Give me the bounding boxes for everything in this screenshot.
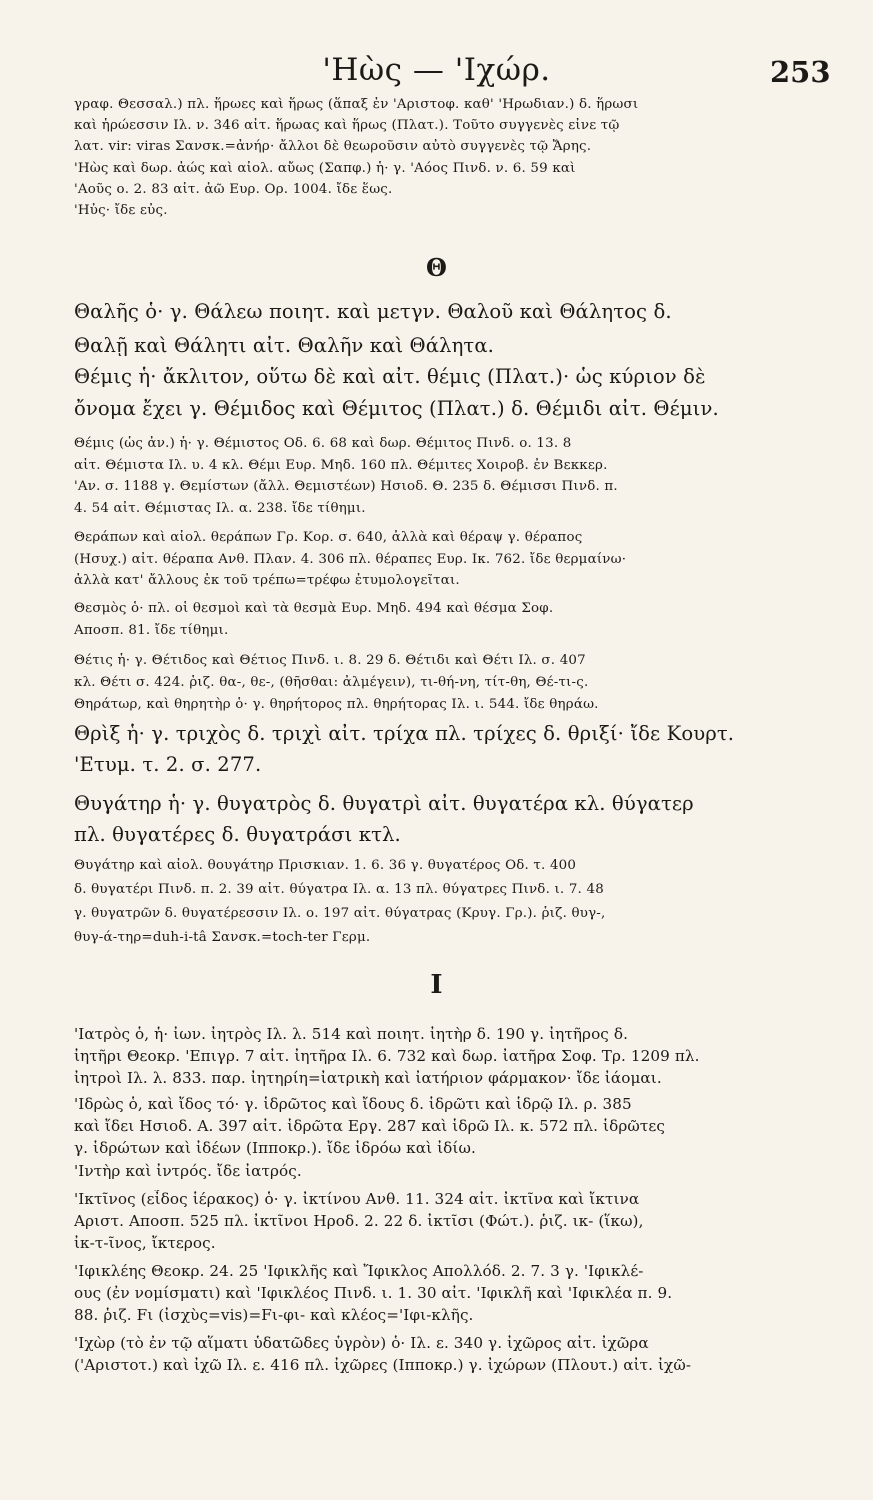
text-line: (Ησυχ.) αἰτ. θέραπα Ανθ. Πλαν. 4. 306 πλ. θέραπες Ευρ. Ικ. 762. ἴδε θερμαίνω· xyxy=(74,552,627,567)
text-line: ἰκ-τ-ῖνος, ἴκτερος. xyxy=(74,1234,216,1252)
section-letter-iota: I xyxy=(430,970,443,1000)
text-line: 'Ιντὴρ καὶ ἰντρός. ἴδε ἰατρός. xyxy=(74,1162,302,1180)
text-line: 'Ετυμ. τ. 2. σ. 277. xyxy=(74,753,262,776)
text-line: Θέμις (ὡς ἀν.) ἡ· γ. Θέμιστος Οδ. 6. 68 καὶ δωρ. Θέμιτος Πινδ. ο. 13. 8 xyxy=(74,436,572,451)
text-line: λατ. vir: viras Σανσκ.=ἀνήρ· ἄλλοι δὲ θεωροῦσιν αὐτὸ συγγενὲς τῷ Ἄρης. xyxy=(74,139,592,154)
headword-line: Θρὶξ ἡ· γ. τριχὸς δ. τριχὶ αἰτ. τρίχα πλ. τρίχες δ. θριξί· ἴδε Κουρτ. xyxy=(74,722,735,745)
text-line: Θαλῇ καὶ Θάλητι αἰτ. Θαλῆν καὶ Θάλητα. xyxy=(74,334,495,357)
text-line: γ. ἱδρώτων καὶ ἰδέων (Ιπποκρ.). ἴδε ἱδρόω καὶ ἰδίω. xyxy=(74,1139,476,1157)
headword-line: Θέμις ἡ· ἄκλιτον, οὕτω δὲ καὶ αἰτ. θέμις (Πλατ.)· ὡς κύριον δὲ xyxy=(74,365,706,388)
text-line: Θηράτωρ, καὶ θηρητὴρ ὁ· γ. θηρήτορος πλ. θηρήτορας Ιλ. ι. 544. ἴδε θηράω. xyxy=(74,697,599,712)
text-line: δ. θυγατέρι Πινδ. π. 2. 39 αἰτ. θύγατρα Ιλ. α. 13 πλ. θύγατρες Πινδ. ι. 7. 48 xyxy=(74,882,604,897)
headword-line: Θαλῆς ὁ· γ. Θάλεω ποιητ. καὶ μετγν. Θαλοῦ καὶ Θάλητος δ. xyxy=(74,300,672,323)
text-line: αἰτ. Θέμιστα Ιλ. υ. 4 κλ. Θέμι Ευρ. Μηδ. 160 πλ. Θέμιτες Χοιροβ. ἐν Βεκκερ. xyxy=(74,458,608,473)
headword-line: Θυγάτηρ ἡ· γ. θυγατρὸς δ. θυγατρὶ αἰτ. θυγατέρα κλ. θύγατερ xyxy=(74,792,694,815)
text-line: Θεσμὸς ὁ· πλ. οἱ θεσμοὶ καὶ τὰ θεσμὰ Ευρ. Μηδ. 494 καὶ θέσμα Σοφ. xyxy=(74,601,554,616)
text-line: καὶ ἡρώεσσιν Ιλ. ν. 346 αἰτ. ἥρωας καὶ ἥρως (Πλατ.). Τοῦτο συγγενὲς εἶνε τῷ xyxy=(74,118,620,133)
text-line: 'Ηὼς καὶ δωρ. ἀώς καὶ αἰολ. αὔως (Σαπφ.) ἡ· γ. 'Αόος Πινδ. ν. 6. 59 καὶ xyxy=(74,161,576,176)
text-line: 'Αν. σ. 1188 γ. Θεμίστων (ἄλλ. Θεμιστέων) Ησιοδ. Θ. 235 δ. Θέμισσι Πινδ. π. xyxy=(74,479,618,494)
text-line: πλ. θυγατέρες δ. θυγατράσι κτλ. xyxy=(74,823,401,846)
text-line: γραφ. Θεσσαλ.) πλ. ἥρωες καὶ ἥρως (ἅπαξ ἐν 'Αριστοφ. καθ' 'Ηρωδιαν.) δ. ἥρωσι xyxy=(74,97,639,112)
text-line: Θεράπων καὶ αἰολ. θεράπων Γρ. Κορ. σ. 640, ἀλλὰ καὶ θέραψ γ. θέραπος xyxy=(74,530,583,545)
text-line: 4. 54 αἰτ. Θέμιστας Ιλ. α. 238. ἴδε τίθημι. xyxy=(74,501,366,516)
text-line: ἰητῆρι Θεοκρ. 'Επιγρ. 7 αἰτ. ἰητῆρα Ιλ. 6. 732 καὶ δωρ. ἰατῆρα Σοφ. Τρ. 1209 πλ. xyxy=(74,1047,700,1065)
text-line: 'Ηὐς· ἴδε εὐς. xyxy=(74,203,168,218)
text-line: ὄνομα ἔχει γ. Θέμιδος καὶ Θέμιτος (Πλατ.) δ. Θέμιδι αἰτ. Θέμιν. xyxy=(74,397,719,420)
text-line: Θέτις ἡ· γ. Θέτιδος καὶ Θέτιος Πινδ. ι. 8. 29 δ. Θέτιδι καὶ Θέτι Ιλ. σ. 407 xyxy=(74,653,586,668)
text-line: ἰητροὶ Ιλ. λ. 833. παρ. ἰητηρίη=ἰατρικὴ καὶ ἰατήριον φάρμακον· ἴδε ἰάομαι. xyxy=(74,1069,662,1087)
text-line: θυγ-ά-τηρ=duh-i-tâ Σανσκ.=toch-ter Γερμ. xyxy=(74,930,371,945)
text-line: γ. θυγατρῶν δ. θυγατέρεσσιν Ιλ. ο. 197 αἰτ. θύγατρας (Κρυγ. Γρ.). ῥιζ. θυγ-, xyxy=(74,906,606,921)
text-line: κλ. Θέτι σ. 424. ῥιζ. θα-, θε-, (θῆσθαι: ἀλμέγειν), τι-θή-νη, τίτ-θη, Θέ-τι-ς. xyxy=(74,675,589,690)
text-line: ους (ἐν νομίσματι) καὶ 'Ιφικλέος Πινδ. ι. 1. 30 αἰτ. 'Ιφικλῆ καὶ 'Ιφικλέα π. 9. xyxy=(74,1284,673,1302)
text-line: 'Ιατρὸς ὁ, ἡ· ἰων. ἰητρὸς Ιλ. λ. 514 καὶ ποιητ. ἰητὴρ δ. 190 γ. ἰητῆρος δ. xyxy=(74,1025,629,1043)
text-line: Αριστ. Αποσπ. 525 πλ. ἰκτῖνοι Ηροδ. 2. 22 δ. ἰκτῖσι (Φώτ.). ῥιζ. ικ- (ἵκω), xyxy=(74,1212,644,1230)
text-line: 'Αοῦς ο. 2. 83 αἰτ. ἀῶ Ευρ. Ορ. 1004. ἴδε ἕως. xyxy=(74,182,393,197)
section-letter-theta: Θ xyxy=(426,253,447,282)
text-line: 'Ιδρὼς ὁ, καὶ ἴδος τό· γ. ἱδρῶτος καὶ ἴδους δ. ἱδρῶτι καὶ ἱδρῷ Ιλ. ρ. 385 xyxy=(74,1095,632,1113)
text-line: καὶ ἴδει Ησιοδ. Α. 397 αἰτ. ἱδρῶτα Εργ. 287 καὶ ἱδρῶ Ιλ. κ. 572 πλ. ἱδρῶτες xyxy=(74,1117,665,1135)
page-number: 253 xyxy=(770,55,831,89)
text-line: ἀλλὰ κατ' ἄλλους ἐκ τοῦ τρέπω=τρέφω ἐτυμολογεῖται. xyxy=(74,573,460,588)
text-line: 88. ῥιζ. Fι (ἰσχὺς=vis)=Fι-φι- καὶ κλέος='Ιφι-κλῆς. xyxy=(74,1306,474,1324)
text-line: Αποσπ. 81. ἴδε τίθημι. xyxy=(74,623,229,638)
text-line: Θυγάτηρ καὶ αἰολ. θουγάτηρ Πρισκιαν. 1. 6. 36 γ. θυγατέρος Οδ. τ. 400 xyxy=(74,858,577,873)
text-line: 'Ικτῖνος (εἶδος ἱέρακος) ὁ· γ. ἰκτίνου Ανθ. 11. 324 αἰτ. ἰκτῖνα καὶ ἴκτινα xyxy=(74,1190,640,1208)
text-line: ('Αριστοτ.) καὶ ἰχῶ Ιλ. ε. 416 πλ. ἰχῶρες (Ιπποκρ.) γ. ἰχώρων (Πλουτ.) αἰτ. ἰχῶ- xyxy=(74,1356,692,1374)
text-line: 'Ιχὼρ (τὸ ἐν τῷ αἵματι ὑδατῶδες ὑγρὸν) ὁ· Ιλ. ε. 340 γ. ἰχῶρος αἰτ. ἰχῶρα xyxy=(74,1334,649,1352)
running-header-title: 'Ηὼς — 'Ιχώρ. xyxy=(322,52,551,88)
text-line: 'Ιφικλέης Θεοκρ. 24. 25 'Ιφικλῆς καὶ Ἴφικλος Απολλόδ. 2. 7. 3 γ. 'Ιφικλέ- xyxy=(74,1262,644,1280)
